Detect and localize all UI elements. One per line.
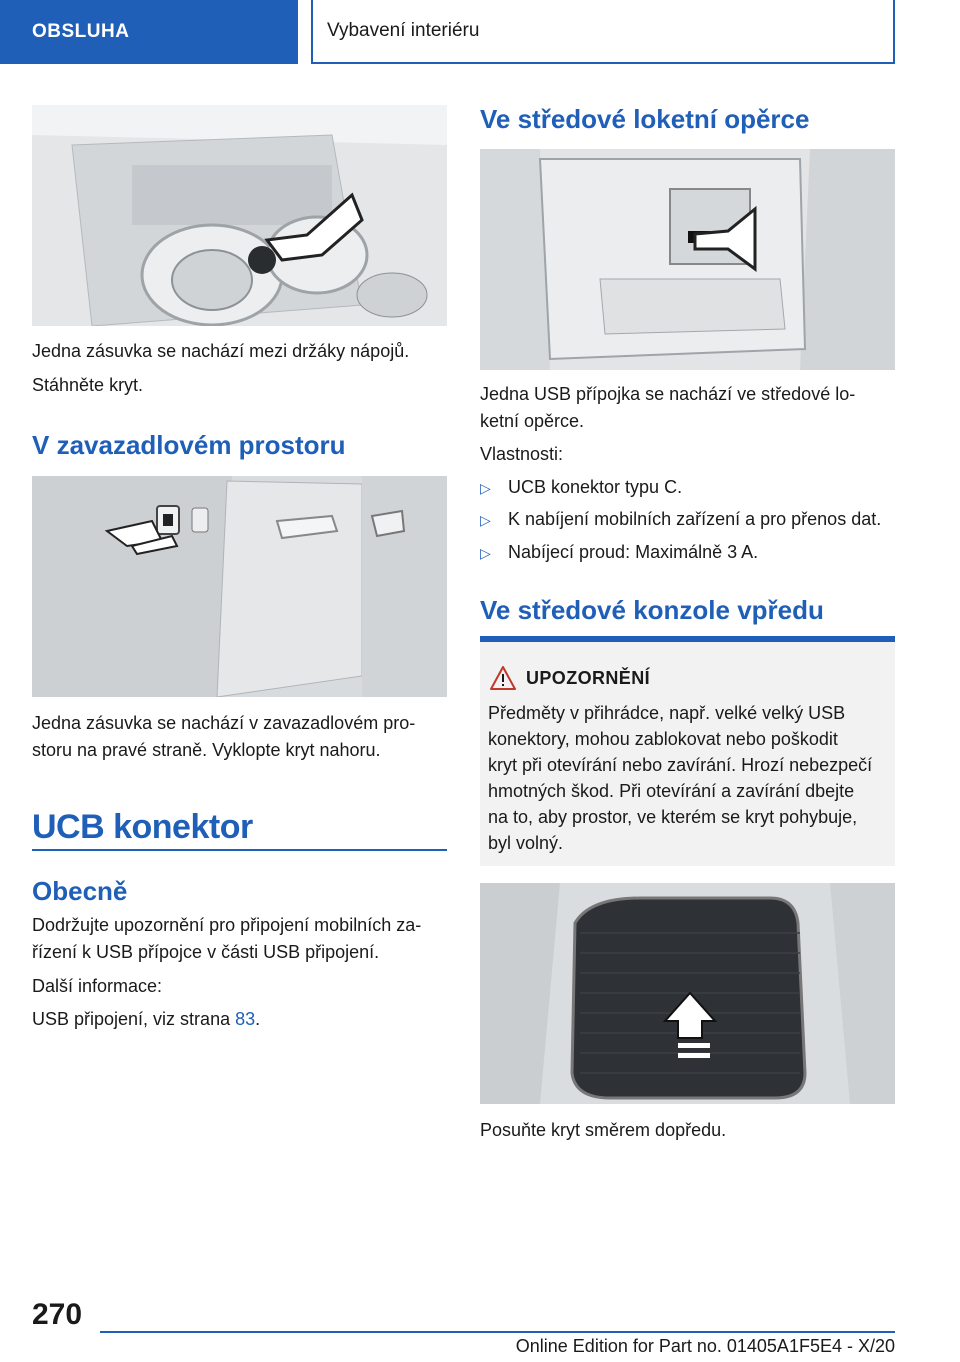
- caption-cupholder: Jedna zásuvka se nachází mezi držáky nápojů.: [32, 341, 410, 361]
- usb-reference-end: .: [255, 1009, 261, 1029]
- triangle-bullet-icon: ▷: [480, 545, 491, 561]
- bullet-item: [480, 474, 682, 502]
- bullet-text: UCB konektor typu C.: [508, 477, 683, 497]
- heading-armrest: Ve středové loketní opěrce: [480, 104, 810, 134]
- bullet-text: K nabíjení mobilních zařízení a pro přenos dat.: [508, 509, 882, 529]
- console-cover-photo: [480, 883, 895, 1104]
- warning-line: na to, aby prostor, ve kterém se kryt pohybuje,: [488, 807, 858, 827]
- warning-line: byl volný.: [488, 833, 564, 853]
- warning-box: [480, 636, 895, 866]
- more-info-label: Další informace:: [32, 976, 163, 996]
- caption-console: Posuňte kryt směrem dopředu.: [480, 1120, 727, 1140]
- warning-line: Předměty v přihrádce, např. velké velký USB: [488, 703, 846, 723]
- heading-rule: [32, 849, 447, 851]
- triangle-bullet-icon: ▷: [480, 512, 491, 528]
- footer-rule: [100, 1331, 895, 1333]
- section-title: OBSLUHA: [32, 21, 130, 42]
- triangle-bullet-icon: ▷: [480, 480, 491, 496]
- usb-reference: [32, 1006, 260, 1033]
- bullet-item: [480, 539, 758, 567]
- usb-reference-text: USB připojení, viz strana: [32, 1009, 236, 1029]
- warning-title: UPOZORNĚNÍ: [526, 668, 651, 688]
- edition-note: Online Edition for Part no. 01405A1F5E4 - X/20: [515, 1336, 895, 1356]
- trunk-socket-photo: [32, 476, 447, 697]
- bullet-text: Nabíjecí proud: Maximálně 3 A.: [508, 542, 759, 562]
- warning-line: kryt při otevírání nebo zavírání. Hrozí nebezpečí: [488, 755, 873, 775]
- heading-trunk: V zavazadlovém prostoru: [32, 430, 346, 460]
- section-tab: [0, 0, 298, 64]
- warning-icon: [490, 666, 516, 690]
- chapter-frame: [311, 0, 895, 64]
- armrest-usb-photo: [480, 149, 895, 370]
- heading-general: Obecně: [32, 876, 128, 906]
- cupholder-socket-photo: [32, 105, 447, 326]
- heading-ucb-connector: UCB konektor: [32, 808, 253, 846]
- warning-text: [488, 700, 883, 856]
- warning-line: konektory, mohou zablokovat nebo poškodit: [488, 729, 838, 749]
- properties-label: Vlastnosti:: [480, 444, 564, 464]
- armrest-line-1: Jedna USB přípojka se nachází ve středové lo-: [480, 384, 856, 404]
- bullet-item: [480, 506, 881, 534]
- trunk-line-1: Jedna zásuvka se nachází v zavazadlovém pro-: [32, 713, 416, 733]
- page-83-link[interactable]: 83: [235, 1009, 256, 1029]
- trunk-line-2: storu na pravé straně. Vyklopte kryt nahoru.: [32, 740, 381, 760]
- armrest-line-2: ketní opěrce.: [480, 411, 585, 431]
- general-line-2: řízení k USB přípojce v části USB připojení.: [32, 942, 380, 962]
- page-number: 270: [32, 1298, 83, 1331]
- chapter-title: Vybavení interiéru: [327, 20, 480, 41]
- caption-pull-cover: Stáhněte kryt.: [32, 375, 144, 395]
- general-line-1: Dodržujte upozornění pro připojení mobilních za-: [32, 915, 422, 935]
- heading-console: Ve středové konzole vpředu: [480, 595, 824, 625]
- warning-line: hmotných škod. Při otevírání a zavírání dbejte: [488, 781, 855, 801]
